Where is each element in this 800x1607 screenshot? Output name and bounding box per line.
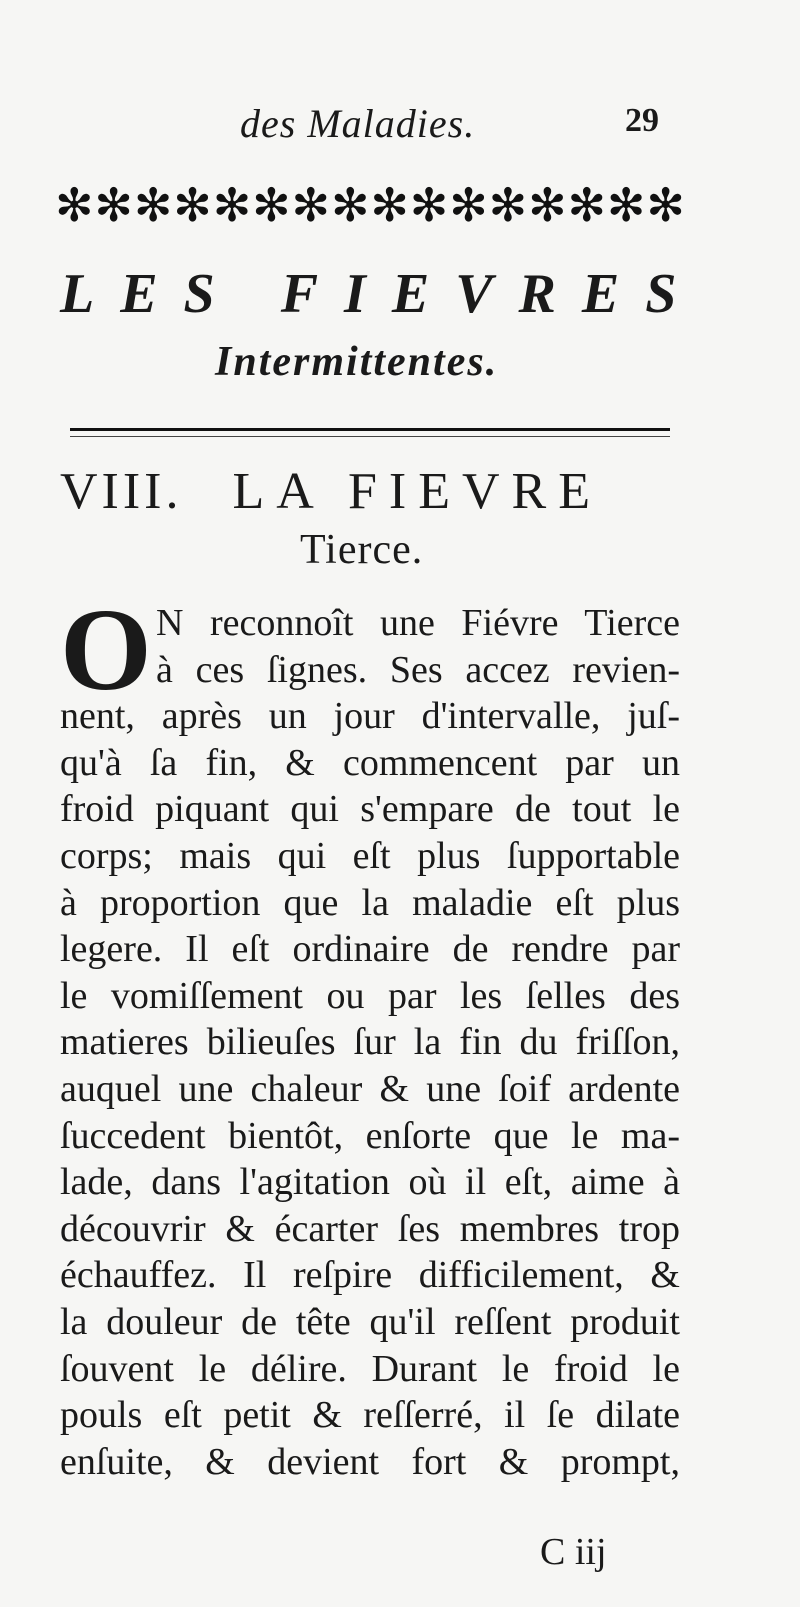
- ornament-glyph: ✻: [212, 178, 252, 232]
- section-subtitle: Intermittentes.: [215, 339, 499, 385]
- text-line: matieres bilieuſes ſur la fin du friſſon,: [60, 1021, 680, 1064]
- ornament-glyph: ✻: [567, 178, 607, 232]
- catchword: C iij: [540, 1531, 607, 1573]
- chapter-number: VIII.: [60, 463, 183, 520]
- ornament-glyph: ✻: [330, 178, 370, 232]
- chapter-title: LA FIEVRE: [232, 463, 602, 520]
- chapter-subtitle: Tierce.: [300, 527, 424, 573]
- ornament-band: [55, 170, 685, 240]
- ornament-glyph: ✻: [133, 178, 173, 232]
- ornament-glyph: ✻: [291, 178, 331, 232]
- text-line: nent, après un jour d'intervalle, juſ-: [60, 695, 680, 738]
- text-line: legere. Il eſt ordinaire de rendre par: [60, 928, 680, 971]
- divider-rule: [70, 428, 670, 431]
- body-text: [60, 584, 680, 1485]
- ornament-glyph: ✻: [173, 178, 212, 232]
- text-line: N reconnoît une Fiévre Tierce: [156, 602, 680, 644]
- text-line: lade, dans l'agitation où il eſt, aime à: [60, 1161, 680, 1204]
- running-title: des Maladies.: [240, 101, 476, 146]
- ornament-glyph: ✻: [606, 178, 646, 232]
- text-line: qu'à ſa fin, & commencent par un: [60, 741, 680, 784]
- text-line: enſuite, & devient fort & prompt,: [60, 1440, 680, 1483]
- divider-rule-thin: [70, 436, 670, 437]
- text-line: ſouvent le délire. Durant le froid le: [60, 1347, 680, 1390]
- ornament-glyph: ✻: [449, 178, 488, 232]
- text-line: le vomiſſement ou par les ſelles des: [60, 974, 680, 1017]
- section-title: LES FIEVRES: [60, 263, 703, 325]
- text-line: froid piquant qui s'empare de tout le: [60, 788, 680, 831]
- page-number: 29: [625, 102, 659, 139]
- text-line: à ces ſignes. Ses accez revien-: [156, 648, 680, 691]
- ornament-glyph: ✻: [94, 178, 133, 232]
- ornament-glyph: ✻: [370, 178, 409, 232]
- ornament-glyph: ✻: [55, 178, 94, 232]
- ornament-glyph: ✻: [488, 178, 528, 232]
- text-line: pouls eſt petit & reſſerré, il ſe dilate: [60, 1394, 680, 1437]
- text-line: à proportion que la maladie eſt plus: [60, 881, 680, 924]
- text-line: corps; mais qui eſt plus ſupportable: [60, 834, 680, 877]
- text-line: la douleur de tête qu'il reſſent produit: [60, 1300, 680, 1343]
- ornament-glyph: ✻: [646, 178, 685, 232]
- ornament-glyph: ✻: [252, 178, 291, 232]
- drop-cap: O: [60, 584, 152, 715]
- text-line: découvrir & écarter ſes membres trop: [60, 1207, 680, 1250]
- page-header: [0, 100, 800, 160]
- text-line: auquel une chaleur & une ſoif ardente: [60, 1067, 680, 1110]
- ornament-glyph: ✻: [409, 178, 449, 232]
- text-line: ſuccedent bientôt, enſorte que le ma-: [60, 1114, 680, 1157]
- ornament-glyph: ✻: [528, 178, 567, 232]
- text-line: échauffez. Il reſpire difficilement, &: [60, 1254, 680, 1297]
- chapter-heading: [60, 462, 690, 521]
